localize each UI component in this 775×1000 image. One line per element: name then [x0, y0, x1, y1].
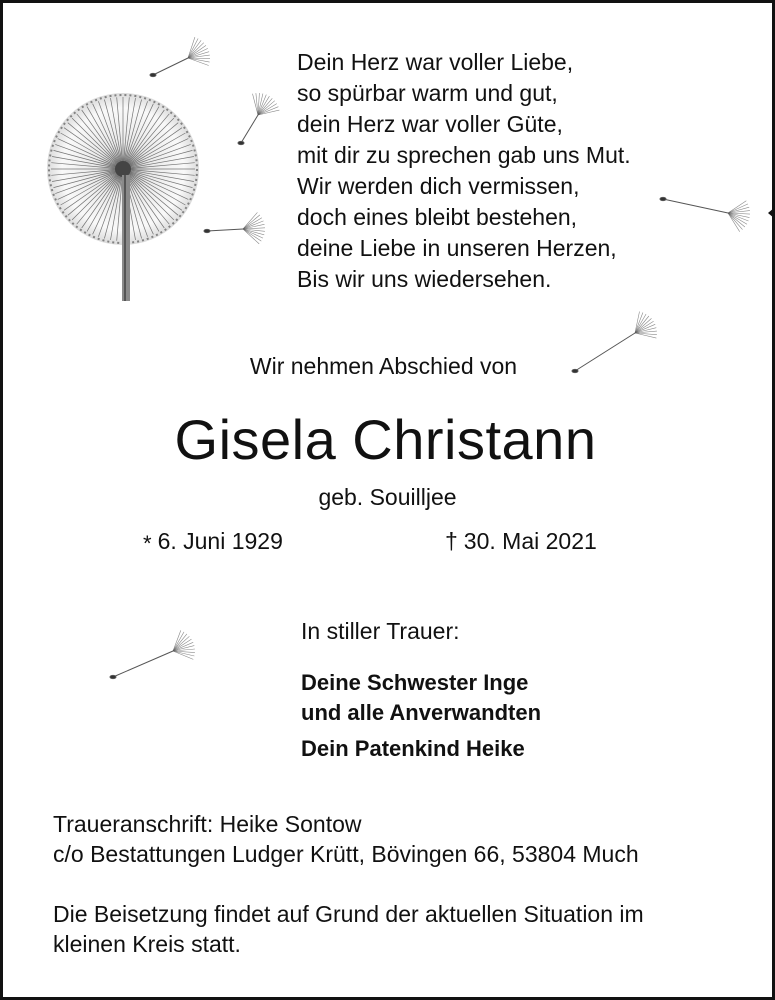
mourner-line: Deine Schwester Inge: [301, 670, 529, 695]
poem-line: mit dir zu sprechen gab uns Mut.: [297, 142, 631, 168]
mourner-line: und alle Anverwandten: [301, 700, 542, 725]
death-date: [445, 528, 597, 555]
mourning-address: [53, 809, 639, 869]
poem-line: Wir werden dich vermissen,: [297, 173, 580, 199]
deceased-name: Gisela Christann: [174, 408, 597, 471]
farewell-text: Wir nehmen Abschied von: [249, 353, 518, 379]
dandelion-seed-icon: [238, 93, 279, 145]
dandelion-seed-icon: [204, 212, 265, 244]
notice-line: kleinen Kreis statt.: [53, 931, 241, 957]
edge-marker: [768, 207, 775, 219]
dandelion-seed-icon: [110, 630, 195, 678]
mourning-heading: In stiller Trauer:: [301, 618, 460, 644]
address-line: c/o Bestattungen Ludger Krütt, Bövingen 66, 53804 Much: [53, 841, 639, 867]
birth-date: [143, 528, 283, 555]
dandelion-icon: [47, 93, 199, 301]
dandelion-seed-icon: [150, 37, 210, 77]
poem-line: Dein Herz war voller Liebe,: [297, 49, 574, 75]
address-line: Traueranschrift: Heike Sontow: [53, 811, 362, 837]
poem-line: dein Herz war voller Güte,: [297, 111, 563, 137]
mourner-line: Dein Patenkind Heike: [301, 736, 525, 761]
poem-line: doch eines bleibt bestehen,: [297, 204, 578, 230]
poem-line: deine Liebe in unseren Herzen,: [297, 235, 617, 261]
mourners-list: [301, 668, 541, 764]
dandelion-seed-icon: [660, 197, 750, 231]
birth-star-icon: *: [143, 531, 152, 556]
notice-line: Die Beisetzung findet auf Grund der aktuellen Situation im: [53, 901, 644, 927]
burial-notice: [53, 899, 644, 959]
poem: [297, 47, 631, 295]
poem-line: so spürbar warm und gut,: [297, 80, 558, 106]
birth-name: geb. Souilljee: [318, 484, 457, 510]
birth-date-value: 6. Juni 1929: [157, 528, 283, 554]
death-cross-icon: †: [445, 528, 458, 554]
death-date-value: 30. Mai 2021: [463, 528, 597, 554]
poem-line: Bis wir uns wiedersehen.: [297, 266, 552, 292]
